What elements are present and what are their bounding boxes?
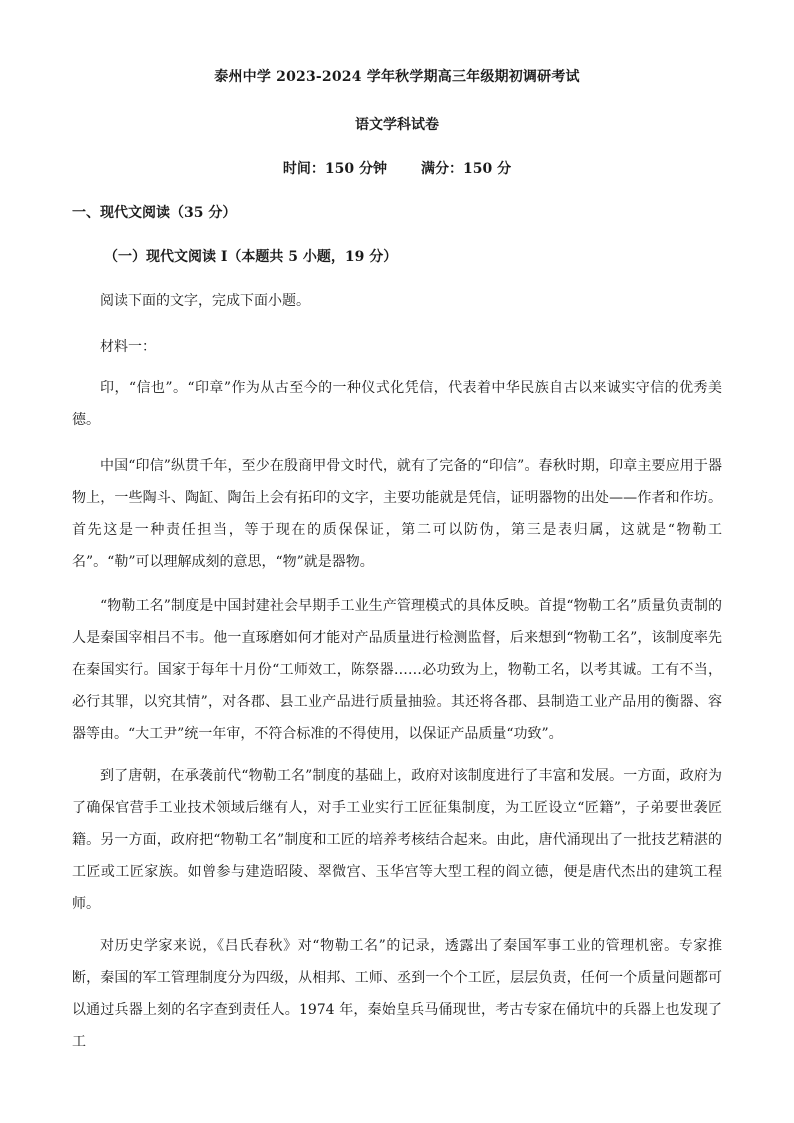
exam-meta <box>0 158 794 178</box>
paragraph-1: 印，“信也”。“印章”作为从古至今的一种仪式化凭信，代表着中华民族自古以来诚实守信的优秀美德。 <box>72 380 722 428</box>
exam-time: 时间：150 分钟 <box>282 161 387 177</box>
exam-score: 满分：150 分 <box>421 161 512 177</box>
paragraph-4: 到了唐朝，在承袭前代“物勒工名”制度的基础上，政府对该制度进行了丰富和发展。一方面，政府为了确保官营手工业技术领域后继有人，对手工业实行工匠征集制度，为工匠设立“匠籍”，子弟要世袭匠籍。另一方面，政府把“物勒工名”制度和工匠的培养考核结合起来。由此，唐代涌现出了一批技艺精湛的工匠或工匠家族。如曾参与建造昭陵、翠微宫、玉华宫等大型工程的阎立德，便是唐代杰出的建筑工程师。 <box>72 768 722 912</box>
material-label: 材料一： <box>100 339 156 355</box>
exam-subtitle: 语文学科试卷 <box>355 117 439 133</box>
section-heading: 一、现代文阅读（35 分） <box>72 205 237 221</box>
section-subheading: （一）现代文阅读 I（本题共 5 小题，19 分） <box>104 249 398 265</box>
paragraph-3: “物勒工名”制度是中国封建社会早期手工业生产管理模式的具体反映。首提“物勒工名”质量负责制的人是秦国宰相吕不韦。他一直琢磨如何才能对产品质量进行检测监督，后来想到“物勒工名”，该制度率先在秦国实行。国家于每年十月份“工师效工，陈祭器……必功致为上，物勒工名，以考其诚。工有不当，必行其罪，以究其情”，对各郡、县工业产品进行质量抽验。其还将各郡、县制造工业产品用的衡器、容器等由。“大工尹”统一年审，不符合标准的不得使用，以保证产品质量“功致”。 <box>72 598 722 742</box>
exam-title: 泰州中学 2023-2024 学年秋学期高三年级期初调研考试 <box>214 69 580 85</box>
paragraph-2: 中国“印信”纵贯千年，至少在殷商甲骨文时代，就有了完备的“印信”。春秋时期，印章主要应用于器物上，一些陶斗、陶缸、陶缶上会有拓印的文字，主要功能就是凭信，证明器物的出处——作者和作坊。首先这是一种责任担当，等于现在的质保保证，第二可以防伪，第三是表归属，这就是“物勒工名”。“勒”可以理解成刻的意思，“物”就是器物。 <box>72 458 722 570</box>
reading-instruction: 阅读下面的文字，完成下面小题。 <box>100 293 310 309</box>
paragraph-5: 对历史学家来说，《吕氏春秋》对“物勒工名”的记录，透露出了秦国军事工业的管理机密。专家推断，秦国的军工管理制度分为四级，从相邦、工师、丞到一个个工匠，层层负责，任何一个质量问题都可以通过兵器上刻的名字查到责任人。1974 年，秦始皇兵马俑现世，考古专家在俑坑中的兵器上也发现了工 <box>72 938 722 1050</box>
